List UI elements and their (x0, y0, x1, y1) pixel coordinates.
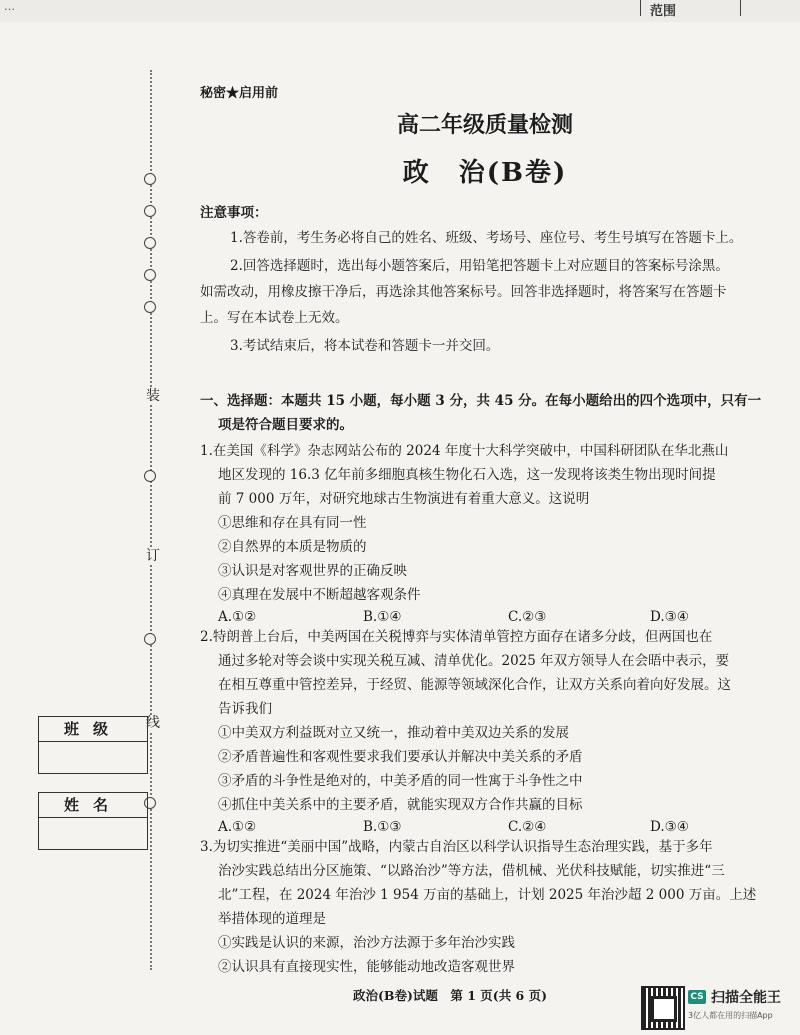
q2-option-a[interactable]: A.①② (218, 819, 257, 835)
class-box[interactable] (38, 716, 148, 774)
q2-stem: 通过多轮对等会谈中实现关税互减、清单优化。2025 年双方领导人在会晤中表示，要 (218, 653, 730, 669)
qr-code-icon (641, 986, 685, 1030)
q1-option-a[interactable]: A.①② (218, 609, 257, 625)
binding-circle (144, 633, 156, 645)
q1-option-d[interactable]: D.③④ (650, 609, 689, 625)
q3-statement: ②认识具有直接现实性，能够能动地改造客观世界 (218, 959, 515, 975)
camscanner-slogan: 3亿人都在用的扫描App (688, 1011, 773, 1020)
notes-heading: 注意事项： (200, 205, 268, 221)
q3-stem: 3.为切实推进“美丽中国”战略，内蒙古自治区以科学认识指导生态治理实践，基于多年 (200, 839, 713, 855)
q3-stem: 举措体现的道理是 (218, 911, 326, 927)
q1-stem: 前 7 000 万年，对研究地球古生物演进有着重大意义。这说明 (218, 491, 590, 507)
top-divider (740, 0, 741, 16)
note-2-cont: 上。写在本试卷上无效。 (200, 310, 349, 326)
q1-stem: 1.在美国《科学》杂志网站公布的 2024 年度十大科学突破中，中国科研团队在华北燕山 (200, 443, 729, 459)
top-left-text: … (4, 0, 16, 13)
camscanner-logo: CS (688, 990, 706, 1004)
q3-stem: 北”工程，在 2024 年治沙 1 954 万亩的基础上，计划 2025 年治沙超 2 000 万亩。上述 (218, 887, 757, 903)
exam-title: 高二年级质量检测 (396, 112, 573, 138)
q1-statement: ③认识是对客观世界的正确反映 (218, 563, 407, 579)
top-edge-strip (0, 0, 800, 22)
q2-statement: ③矛盾的斗争性是绝对的，中美矛盾的同一性寓于斗争性之中 (218, 773, 583, 789)
secret-label: 秘密★启用前 (200, 86, 279, 101)
q2-statement: ④抓住中美关系中的主要矛盾，就能实现双方合作共赢的目标 (218, 797, 583, 813)
note-2: 2.回答选择题时，选出每小题答案后，用铅笔把答题卡上对应题目的答案标号涂黑。 (230, 258, 729, 274)
class-label: 班级 (39, 717, 147, 742)
q1-statement: ②自然界的本质是物质的 (218, 539, 367, 555)
binding-circle (144, 237, 156, 249)
q2-statement: ②矛盾普遍性和客观性要求我们要承认并解决中美关系的矛盾 (218, 749, 583, 765)
name-label: 姓名 (39, 793, 147, 818)
q2-stem: 2.特朗普上台后，中美两国在关税博弈与实体清单管控方面存在诸多分歧，但两国也在 (200, 629, 713, 645)
q1-statement: ①思维和存在具有同一性 (218, 515, 367, 531)
page-footer: 政治(B卷)试题 第 1 页(共 6 页) (352, 988, 548, 1003)
binding-circle (144, 470, 156, 482)
q2-statement: ①中美双方利益既对立又统一，推动着中美双边关系的发展 (218, 725, 569, 741)
binding-char-zhuang: 装 (146, 388, 160, 404)
binding-circle (144, 205, 156, 217)
top-right-text: 范围 (650, 4, 677, 19)
binding-circle (144, 269, 156, 281)
top-divider (640, 0, 641, 16)
binding-char-xian: 线 (146, 715, 160, 731)
q3-statement: ①实践是认识的来源，治沙方法源于多年治沙实践 (218, 935, 515, 951)
exam-subtitle: 政 治(B卷) (402, 158, 568, 188)
q2-option-d[interactable]: D.③④ (650, 819, 689, 835)
section-heading: 一、选择题：本题共 15 小题，每小题 3 分，共 45 分。在每小题给出的四个选项中，只有一 (200, 393, 762, 409)
q2-stem: 告诉我们 (218, 701, 272, 717)
q2-stem: 在相互尊重中管控差异，于经贸、能源等领域深化合作，让双方关系向着向好发展。这 (218, 677, 731, 693)
q1-stem: 地区发现的 16.3 亿年前多细胞真核生物化石入选，这一发现将该类生物出现时间提 (218, 467, 716, 483)
section-heading-cont: 项是符合题目要求的。 (218, 417, 353, 433)
q2-option-c[interactable]: C.②④ (508, 819, 547, 835)
note-1: 1.答卷前，考生务必将自己的姓名、班级、考场号、座位号、考生号填写在答题卡上。 (230, 230, 743, 246)
q2-option-b[interactable]: B.①③ (363, 819, 402, 835)
q3-stem: 治沙实践总结出分区施策、“以路治沙”等方法，借机械、光伏科技赋能，切实推进“三 (218, 863, 725, 879)
q1-option-b[interactable]: B.①④ (363, 609, 402, 625)
note-2-cont: 如需改动，用橡皮擦干净后，再选涂其他答案标号。回答非选择题时，将答案写在答题卡 (200, 284, 727, 300)
q1-option-c[interactable]: C.②③ (508, 609, 547, 625)
q1-statement: ④真理在发展中不断超越客观条件 (218, 587, 421, 603)
name-box[interactable] (38, 792, 148, 850)
binding-circle (144, 301, 156, 313)
camscanner-name: 扫描全能王 (711, 990, 781, 1006)
binding-char-ding: 订 (146, 548, 160, 564)
note-3: 3.考试结束后，将本试卷和答题卡一并交回。 (230, 338, 500, 354)
